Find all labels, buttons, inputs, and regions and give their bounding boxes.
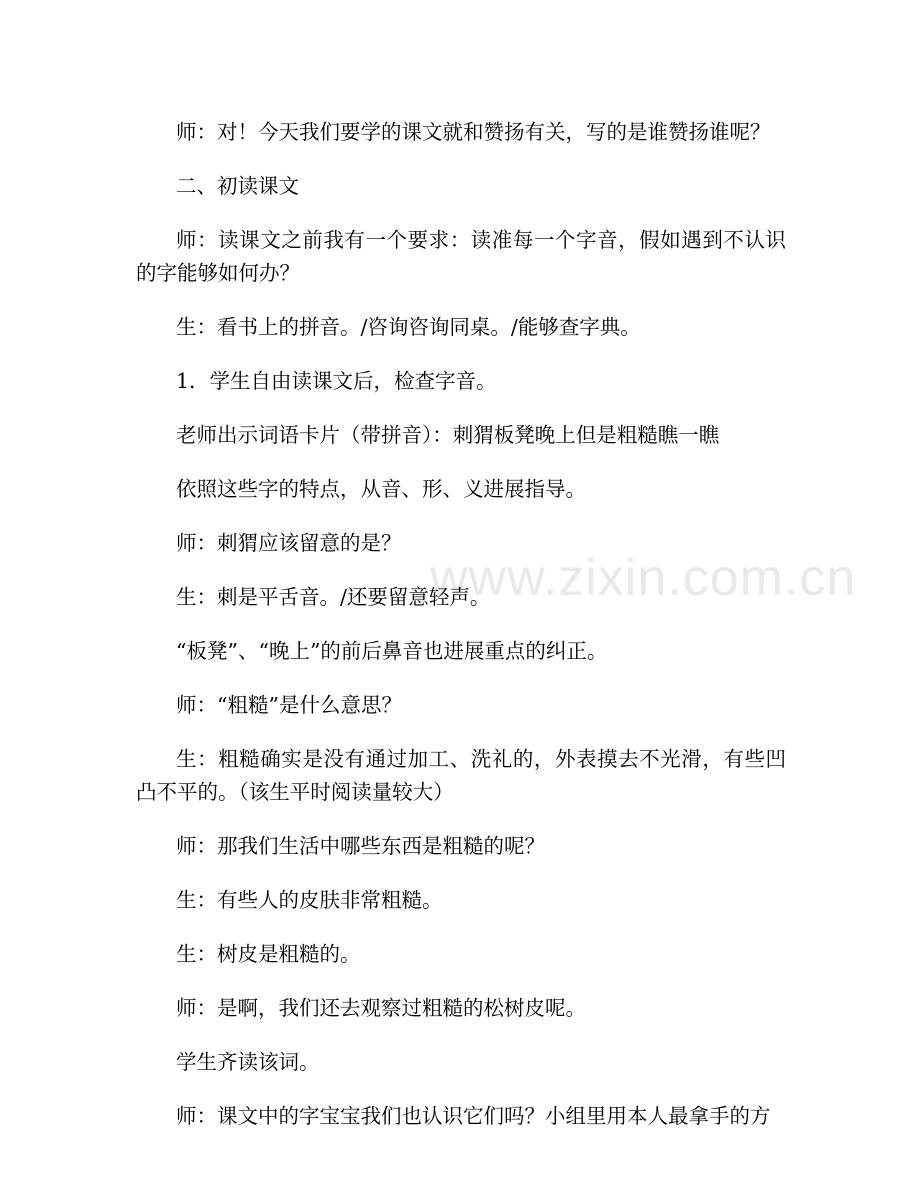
paragraph: 生：粗糙确实是没有通过加工、洗礼的，外表摸去不光滑，有些凹凸不平的。（该生平时阅读量较大） xyxy=(136,747,786,804)
paragraph: 师：对！今天我们要学的课文就和赞扬有关，写的是谁赞扬谁呢？ xyxy=(176,120,771,144)
paragraph: 师：那我们生活中哪些东西是粗糙的呢？ xyxy=(176,834,545,858)
paragraph: 老师出示词语卡片（带拼音）：刺猬板凳晚上但是粗糙瞧一瞧 xyxy=(176,423,720,447)
paragraph: 学生齐读该词。 xyxy=(176,1050,320,1074)
paragraph: 师：读课文之前我有一个要求：读准每一个字音，假如遇到不认识的字能够如何办？ xyxy=(136,228,786,285)
paragraph: 生：有些人的皮肤非常粗糙。 xyxy=(176,888,443,912)
document-body xyxy=(136,116,786,1154)
paragraph: 生：看书上的拼音。/咨询咨询同桌。/能够查字典。 xyxy=(176,315,641,339)
paragraph: 生：刺是平舌音。/还要留意轻声。 xyxy=(176,585,491,609)
paragraph: 生：树皮是粗糙的。 xyxy=(176,942,361,966)
paragraph: 师：“粗糙”是什么意思？ xyxy=(176,693,402,717)
paragraph: “板凳”、“晚上”的前后鼻音也进展重点的纠正。 xyxy=(176,639,608,663)
paragraph: 依照这些字的特点，从音、形、义进展指导。 xyxy=(176,477,586,501)
paragraph: 师：课文中的字宝宝我们也认识它们吗？小组里用本人最拿手的方 xyxy=(176,1104,771,1128)
paragraph: 师：是啊，我们还去观察过粗糙的松树皮呢。 xyxy=(176,996,586,1020)
paragraph: 师：刺猬应该留意的是？ xyxy=(176,531,402,555)
section-heading: 二、初读课文 xyxy=(176,174,299,198)
watermark: www.zixin.com.cn xyxy=(430,549,857,607)
paragraph: 1．学生自由读课文后，检查字音。 xyxy=(176,369,497,393)
